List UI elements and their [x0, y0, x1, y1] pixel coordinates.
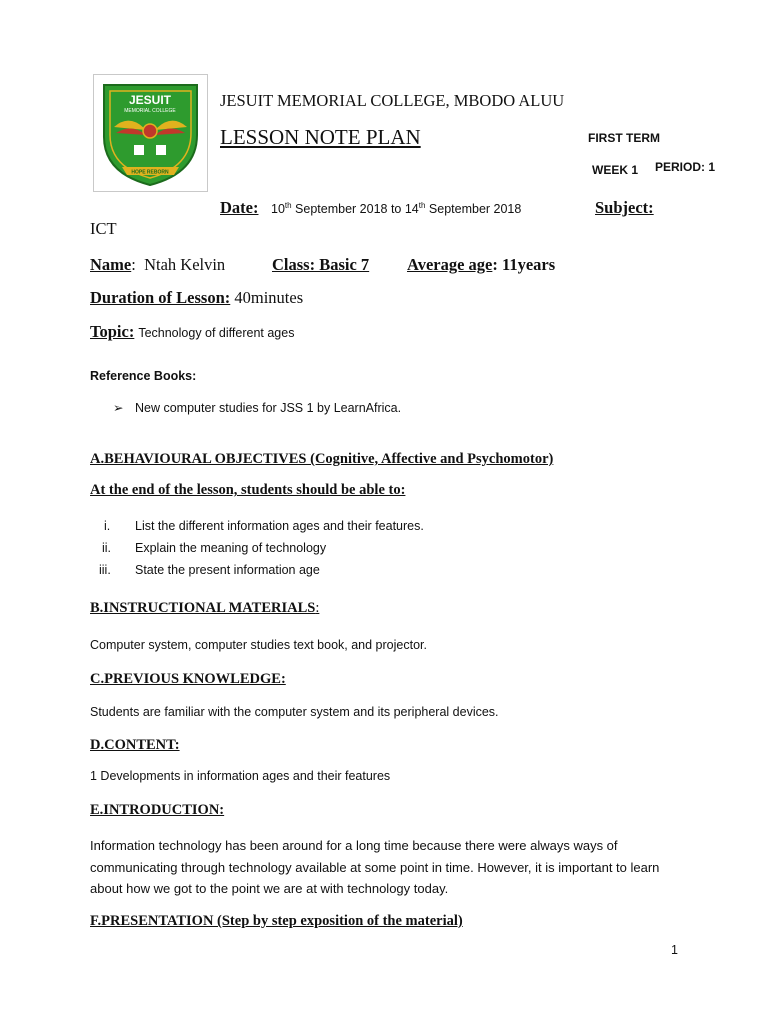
logo-top-text: JESUIT [128, 93, 172, 107]
school-logo [93, 74, 208, 192]
materials-heading: B.INSTRUCTIONAL MATERIALS: [90, 600, 320, 616]
date-label: Date: [220, 198, 259, 217]
objective-number: i. [104, 519, 111, 533]
previous-knowledge-heading: C.PREVIOUS KNOWLEDGE: [90, 671, 286, 687]
objectives-heading: A.BEHAVIOURAL OBJECTIVES (Cognitive, Affective and Psychomotor) [90, 451, 554, 467]
school-crest-icon [94, 75, 207, 191]
objectives-intro: At the end of the lesson, students should be able to: [90, 482, 406, 498]
materials-text: Computer system, computer studies text book, and projector. [90, 638, 427, 652]
introduction-text: Information technology has been around for a long time because there were always ways of communicating through technology available at some point in time. However, it is important to learn about how we got to the point we are at with technology today. [90, 838, 660, 896]
objective-number: ii. [102, 541, 112, 555]
presentation-heading: F.PRESENTATION (Step by step exposition of the material) [90, 913, 463, 929]
reference-bullet-icon: ➢ [113, 401, 124, 415]
subject-value: ICT [90, 219, 117, 238]
duration-field: Duration of Lesson: 40minutes [90, 288, 304, 307]
page-number: 1 [671, 943, 678, 957]
reference-book-item: New computer studies for JSS 1 by LearnAfrica. [135, 401, 402, 415]
period-label: PERIOD: 1 [655, 160, 716, 174]
objective-item: List the different information ages and their features. [135, 519, 424, 533]
class-field: Class: Basic 7 [272, 255, 370, 274]
introduction-heading: E.INTRODUCTION: [90, 802, 225, 818]
school-name: JESUIT MEMORIAL COLLEGE, MBODO ALUU [220, 91, 565, 110]
content-text: 1 Developments in information ages and their features [90, 769, 391, 783]
logo-motto: HOPE REBORN [131, 169, 169, 176]
term-label: FIRST TERM [588, 131, 660, 145]
objective-number: iii. [99, 563, 111, 577]
name-field: Name: Ntah Kelvin [90, 255, 226, 274]
previous-knowledge-text: Students are familiar with the computer system and its peripheral devices. [90, 705, 499, 719]
week-label: WEEK 1 [592, 163, 639, 177]
reference-books-label: Reference Books: [90, 369, 197, 383]
date-value: 10th September 2018 to 14th September 2018 [271, 201, 522, 217]
average-age-field: Average age: 11years [407, 255, 556, 274]
objective-item: Explain the meaning of technology [135, 541, 327, 555]
document-title: LESSON NOTE PLAN [220, 125, 421, 149]
content-heading: D.CONTENT: [90, 737, 180, 753]
objective-item: State the present information age [135, 563, 320, 577]
topic-field: Topic: Technology of different ages [90, 322, 295, 341]
subject-label: Subject: [595, 198, 654, 217]
logo-sub-text: MEMORIAL COLLEGE [124, 108, 176, 114]
